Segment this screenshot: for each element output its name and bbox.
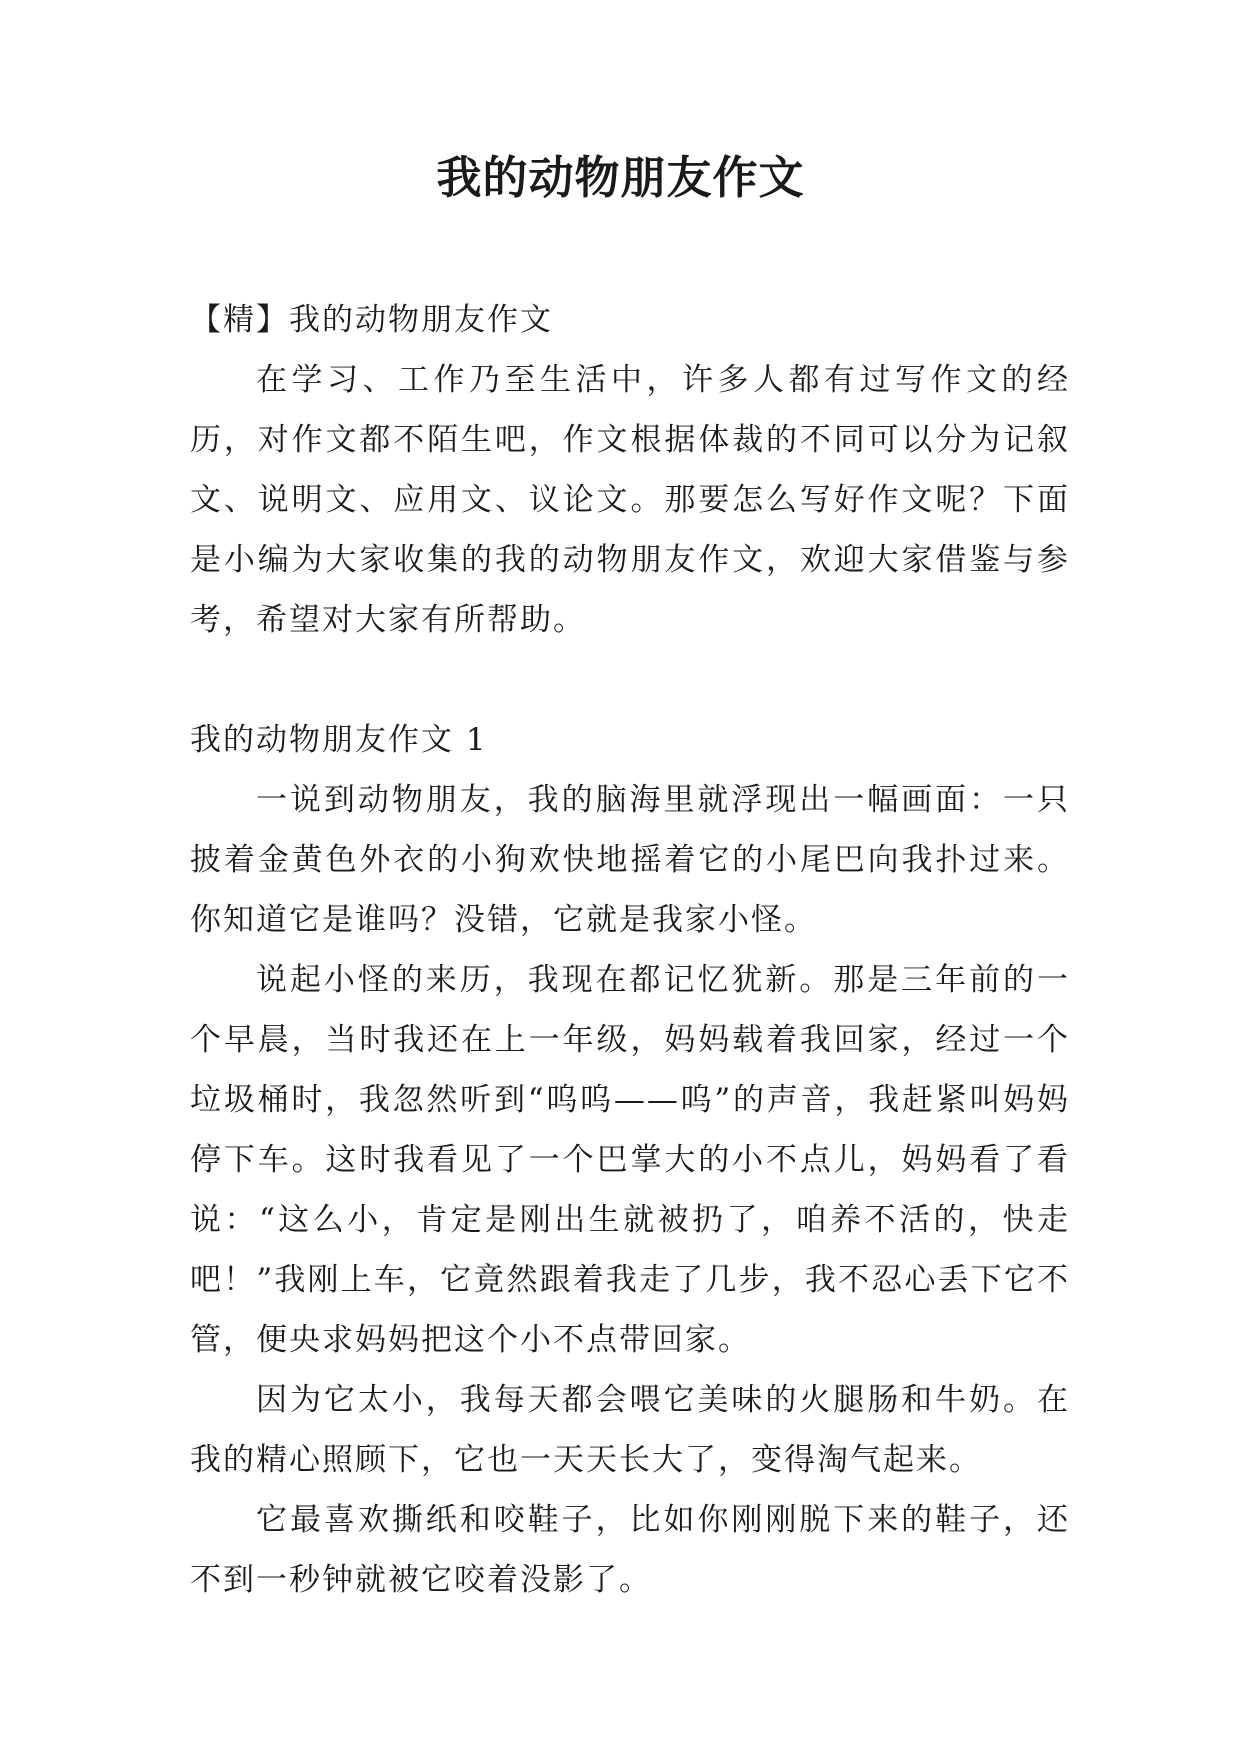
document-heading: 【精】我的动物朋友作文 (190, 302, 553, 338)
section-spacer (190, 650, 1070, 710)
document-title: 我的动物朋友作文 (436, 151, 805, 204)
document-body (190, 290, 1070, 1610)
essay-paragraph-3: 因为它太小，我每天都会喂它美味的火腿肠和牛奶。在我的精心照顾下，它也一天天长大了，变得淘气起来。 (190, 1382, 1070, 1478)
essay-paragraph-2: 说起小怪的来历，我现在都记忆犹新。那是三年前的一个早晨，当时我还在上一年级，妈妈载着我回家，经过一个垃圾桶时，我忽然听到“呜呜——呜”的声音，我赶紧叫妈妈停下车。这时我看见了一个巴掌大的小不点儿，妈妈看了看说：“这么小，肯定是刚出生就被扔了，咱养不活的，快走吧！”我刚上车，它竟然跟着我走了几步，我不忍心丢下它不管，便央求妈妈把这个小不点带回家。 (190, 962, 1070, 1358)
essay-title: 我的动物朋友作文 1 (190, 722, 488, 758)
essay-paragraph-4: 它最喜欢撕纸和咬鞋子，比如你刚刚脱下来的鞋子，还不到一秒钟就被它咬着没影了。 (190, 1502, 1070, 1598)
intro-paragraph: 在学习、工作乃至生活中，许多人都有过写作文的经历，对作文都不陌生吧，作文根据体裁的不同可以分为记叙文、说明文、应用文、议论文。那要怎么写好作文呢？下面是小编为大家收集的我的动物朋友作文，欢迎大家借鉴与参考，希望对大家有所帮助。 (190, 362, 1070, 638)
essay-paragraph-1: 一说到动物朋友，我的脑海里就浮现出一幅画面：一只披着金黄色外衣的小狗欢快地摇着它的小尾巴向我扑过来。你知道它是谁吗？没错，它就是我家小怪。 (190, 782, 1070, 938)
